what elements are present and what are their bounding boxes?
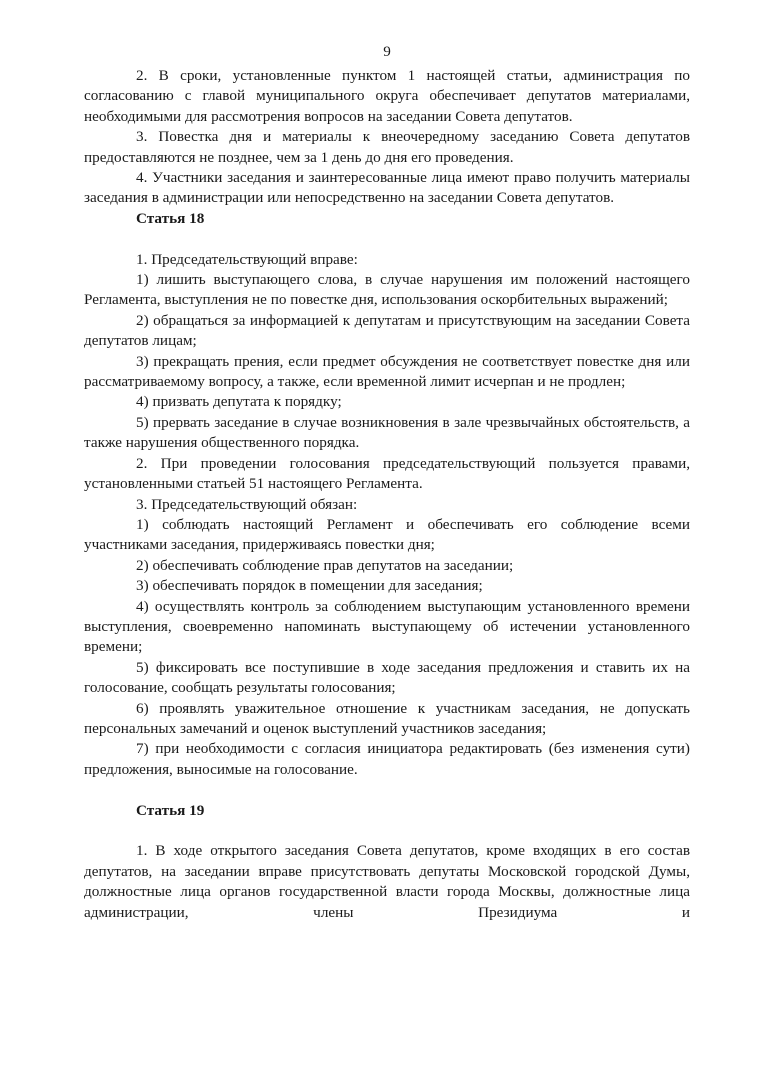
document-page — [84, 42, 690, 923]
paragraph: 3) прекращать прения, если предмет обсуждения не соответствует повестке дня или рассматриваемому вопросу, а также, если временной лимит исчерпан и не продлен; — [84, 352, 690, 391]
paragraph: 1. В ходе открытого заседания Совета депутатов, кроме входящих в его состав депутатов, на заседании вправе присутствовать депутаты Московской городской Думы, должностные лица органов государственной власти города Москвы, должностные лица администрации, члены Президиума и — [84, 842, 690, 921]
paragraph: 5) фиксировать все поступившие в ходе заседания предложения и ставить их на голосование, сообщать результаты голосования; — [84, 658, 690, 697]
paragraph: 5) прервать заседание в случае возникновения в зале чрезвычайных обстоятельств, а также нарушения общественного порядка. — [84, 413, 690, 452]
article-18-title: Статья 18 — [136, 209, 205, 227]
paragraph: 4) осуществлять контроль за соблюдением выступающим установленного времени выступления, своевременно напоминать выступающему об истечении установленного времени; — [84, 597, 690, 656]
paragraph: 2. В сроки, установленные пунктом 1 настоящей статьи, администрация по согласованию с главой муниципального округа обеспечивает депутатов материалами, необходимыми для рассмотрения вопросов на заседании Совета депутатов. — [84, 67, 690, 125]
paragraph: 2) обеспечивать соблюдение прав депутатов на заседании; — [136, 556, 514, 574]
paragraph: 1) лишить выступающего слова, в случае нарушения им положений настоящего Регламента, выступления не по повестке дня, использования оскорбительных выражений; — [84, 271, 690, 309]
page-number: 9 — [383, 43, 391, 60]
article-19-title: Статья 19 — [136, 801, 205, 819]
paragraph: 6) проявлять уважительное отношение к участникам заседания, не допускать персональных замечаний и оценок выступлений участников заседания; — [84, 699, 690, 737]
paragraph: 3. Повестка дня и материалы к внеочередному заседанию Совета депутатов предоставляются не позднее, чем за 1 день до дня его проведения. — [84, 128, 690, 166]
paragraph: 1. Председательствующий вправе: — [136, 250, 358, 268]
paragraph: 2) обращаться за информацией к депутатам и присутствующим на заседании Совета депутатов лицам; — [84, 311, 690, 350]
paragraph: 4. Участники заседания и заинтересованные лица имеют право получить материалы заседания в администрации или непосредственно на заседании Совета депутатов. — [84, 169, 690, 207]
paragraph: 3. Председательствующий обязан: — [136, 495, 358, 513]
paragraph: 7) при необходимости с согласия инициатора редактировать (без изменения сути) предложения, выносимые на голосование. — [84, 740, 690, 778]
paragraph: 3) обеспечивать порядок в помещении для заседания; — [136, 577, 483, 595]
paragraph: 1) соблюдать настоящий Регламент и обеспечивать его соблюдение всеми участниками заседания, придерживаясь повестки дня; — [84, 515, 690, 554]
paragraph: 4) призвать депутата к порядку; — [136, 393, 342, 411]
paragraph: 2. При проведении голосования председательствующий пользуется правами, установленными статьей 51 настоящего Регламента. — [84, 454, 690, 493]
